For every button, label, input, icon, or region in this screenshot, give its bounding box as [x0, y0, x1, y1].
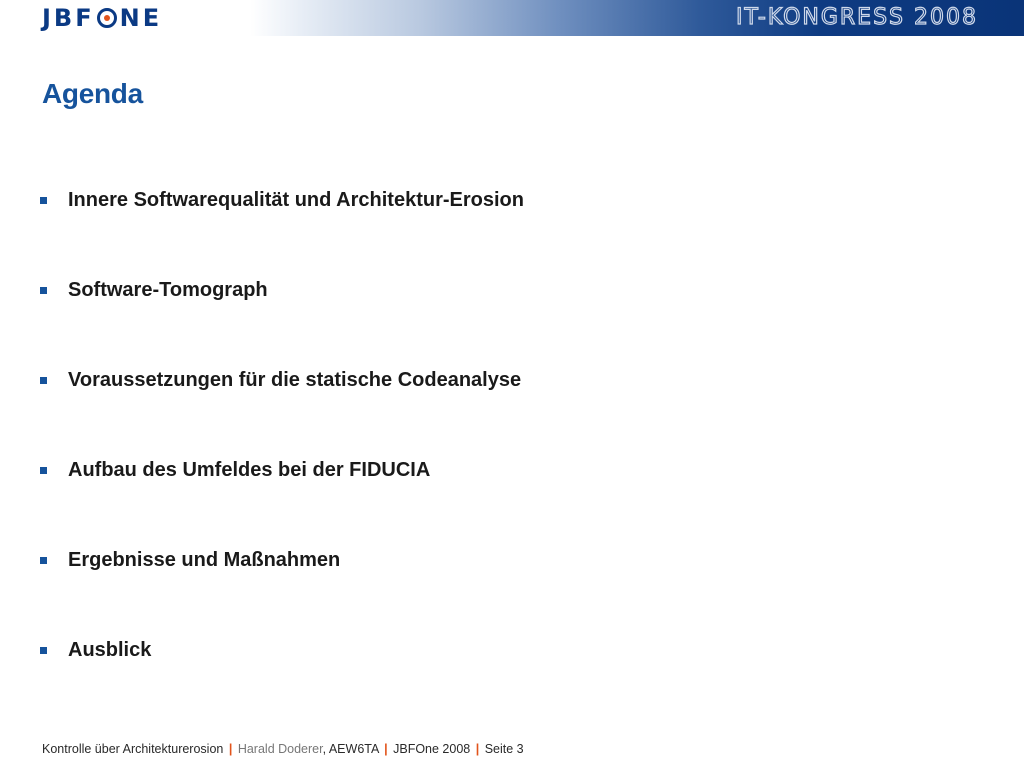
jbfone-logo	[42, 5, 162, 31]
header-bar	[0, 0, 1024, 36]
footer-topic: Kontrolle über Architekturerosion	[42, 742, 224, 756]
agenda-item-text: Ausblick	[68, 639, 152, 661]
agenda-item-text: Software-Tomograph	[68, 279, 268, 301]
footer-department: , AEW6TA	[322, 742, 379, 756]
square-bullet-icon	[40, 377, 47, 384]
footer-author: Harald Doderer	[237, 742, 323, 756]
square-bullet-icon	[40, 197, 47, 204]
agenda-item-text: Voraussetzungen für die statische Codeanalyse	[68, 369, 522, 391]
agenda-item-text: Innere Softwarequalität und Architektur-Erosion	[68, 189, 524, 211]
agenda-item-text: Aufbau des Umfeldes bei der FIDUCIA	[68, 459, 431, 481]
logo-o-icon	[97, 8, 117, 28]
footer-separator: |	[475, 742, 480, 756]
footer-event: JBFOne 2008	[393, 742, 471, 756]
square-bullet-icon	[40, 287, 47, 294]
footer-separator: |	[384, 742, 388, 756]
footer	[42, 742, 524, 756]
square-bullet-icon	[40, 557, 47, 564]
congress-label: IT-KONGRESS 2008	[736, 5, 978, 30]
page-title: Agenda	[42, 78, 143, 109]
square-bullet-icon	[40, 467, 47, 474]
logo-text-right: NE	[119, 4, 163, 32]
footer-page-number: Seite 3	[484, 742, 524, 756]
footer-separator: |	[228, 742, 233, 756]
square-bullet-icon	[40, 647, 47, 654]
logo-text-left: JBF	[42, 4, 95, 32]
agenda-item-text: Ergebnisse und Maßnahmen	[68, 549, 341, 571]
